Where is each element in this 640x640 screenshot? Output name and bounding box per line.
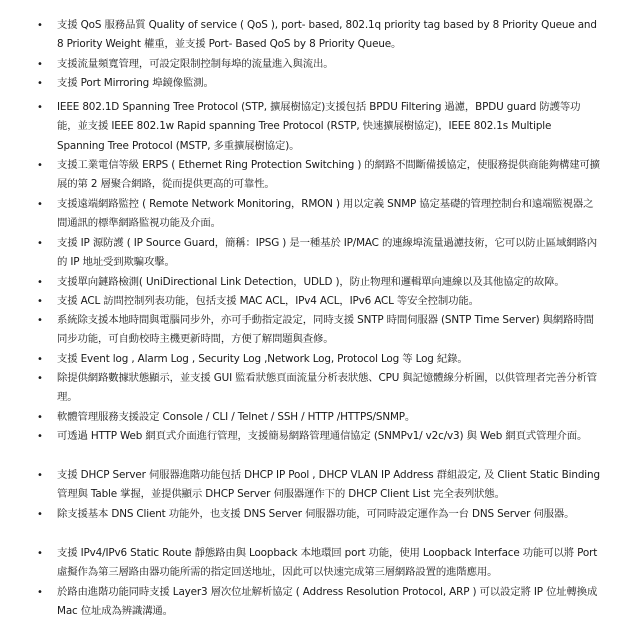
feature-item — [0, 466, 640, 505]
feature-item — [0, 273, 640, 292]
feature-item — [0, 156, 640, 195]
feature-item — [0, 74, 640, 93]
feature-text: 支援 QoS 服務品質 Quality of service ( QoS ), port- based, 802.1q priority tag based by 8 Priority Queue and 8 Priority Weight 權重，並支援 Port- Based QoS by 8 Priority Queue。 — [57, 19, 597, 51]
bullet-icon: • — [37, 59, 43, 70]
bullet-icon: • — [37, 20, 43, 31]
feature-item — [0, 16, 640, 55]
feature-text: 支援流量頻寬管理，可設定限制控制每埠的流量進入與流出。 — [57, 58, 334, 70]
feature-text: 支援 Event log , Alarm Log , Security Log ,Network Log, Protocol Log 等 Log 紀錄。 — [57, 353, 468, 365]
bullet-icon: • — [37, 78, 43, 89]
bullet-icon: • — [37, 199, 43, 210]
feature-text: 支援 IPv4/IPv6 Static Route 靜態路由與 Loopback 本地環回 port 功能，使用 Loopback Interface 功能可以將 Port 虛擬作為第三層路由器功能所需的指定回送地址，因此可以快速完成第三層網路設置的進階應用。 — [57, 547, 598, 579]
feature-text: 支援遠端網路監控 ( Remote Network Monitoring，RMON ) 用以定義 SNMP 協定基礎的管理控制台和遠端監視器之間通訊的標準網路監視功能及介面。 — [57, 198, 594, 230]
feature-item — [0, 350, 640, 369]
bullet-icon: • — [37, 412, 43, 423]
bullet-icon: • — [37, 296, 43, 307]
feature-item — [0, 292, 640, 311]
feature-item — [0, 55, 640, 74]
feature-item — [0, 544, 640, 583]
feature-item — [0, 408, 640, 427]
feature-text: 系統除支援本地時間與電腦同步外，亦可手動指定設定，同時支援 SNTP 時間伺服器 (SNTP Time Server) 與網路時間同步功能，可自動校時主機更新時間，方便了解問題與查修。 — [57, 314, 594, 346]
feature-item — [0, 583, 640, 622]
feature-item — [0, 195, 640, 234]
feature-text: 支援 IP 源防護 ( IP Source Guard，簡稱：IPSG ) 是一種基於 IP/MAC 的連線埠流量過濾技術，它可以防止區域網路內的 IP 地址受到欺騙攻擊。 — [57, 237, 597, 269]
feature-text: 除支援基本 DNS Client 功能外，也支援 DNS Server 伺服器功能，可同時設定運作為一台 DNS Server 伺服器。 — [57, 508, 575, 520]
feature-text: 可透過 HTTP Web 網頁式介面進行管理，支援簡易網路管理通信協定 (SNMPv1/ v2c/v3) 與 Web 網頁式管理介面。 — [57, 430, 588, 442]
bullet-icon: • — [37, 548, 43, 559]
bullet-icon: • — [37, 277, 43, 288]
bullet-icon: • — [37, 160, 43, 171]
feature-item — [0, 505, 640, 524]
feature-text: 軟體管理服務支援設定 Console / CLI / Telnet / SSH / HTTP /HTTPS/SNMP。 — [57, 411, 416, 423]
feature-text: 支援 DHCP Server 伺服器進階功能包括 DHCP IP Pool , DHCP VLAN IP Address 群組設定, 及 Client Static Binding 管理與 Table 掌握，並提供顯示 DHCP Server 伺服器運作下的 DHCP Client List 完全表列狀態。 — [57, 469, 600, 501]
bullet-icon: • — [37, 238, 43, 249]
feature-text: IEEE 802.1D Spanning Tree Protocol (STP, 擴展樹協定)支援包括 BPDU Filtering 過濾，BPDU guard 防護等功能，並支援 IEEE 802.1w Rapid spanning Tree Protocol (RSTP, 快速擴展樹協定)，IEEE 802.1s Multiple Spanning Tree Protocol (MSTP, 多重擴展樹協定)。 — [57, 101, 581, 152]
feature-text: 支援 ACL 訪問控制列表功能，包括支援 MAC ACL，IPv4 ACL，IPv6 ACL 等安全控制功能。 — [57, 295, 479, 307]
feature-item — [0, 98, 640, 156]
feature-item — [0, 311, 640, 350]
feature-text: 支援 Port Mirroring 埠鏡像監測。 — [57, 77, 214, 89]
bullet-icon: • — [37, 470, 43, 481]
feature-item — [0, 427, 640, 446]
feature-text: 除提供網路數據狀態顯示，並支援 GUI 監看狀態頁面流量分析表狀態、CPU 與記憶體線分析圖，以供管理者完善分析管理。 — [57, 372, 597, 404]
bullet-icon: • — [37, 373, 43, 384]
bullet-icon: • — [37, 315, 43, 326]
bullet-icon: • — [37, 354, 43, 365]
feature-text: 於路由進階功能同時支援 Layer3 層次位址解析協定 ( Address Resolution Protocol, ARP ) 可以設定將 IP 位址轉換成 Mac 位址成為辨識溝通。 — [57, 586, 598, 618]
feature-item — [0, 369, 640, 408]
feature-text: 支援工業電信等級 ERPS ( Ethernet Ring Protection Switching ) 的網路不間斷備援協定，使服務提供商能夠構建可擴展的第 2 層聚合網路，從而提供更高的可靠性。 — [57, 159, 600, 191]
bullet-icon: • — [37, 509, 43, 520]
feature-item — [0, 234, 640, 273]
bullet-icon: • — [37, 587, 43, 598]
feature-text: 支援單向鏈路檢測( UniDirectional Link Detection，UDLD )，防止物理和邏輯單向連線以及其他協定的故障。 — [57, 276, 565, 288]
bullet-icon: • — [37, 102, 43, 113]
bullet-icon: • — [37, 431, 43, 442]
